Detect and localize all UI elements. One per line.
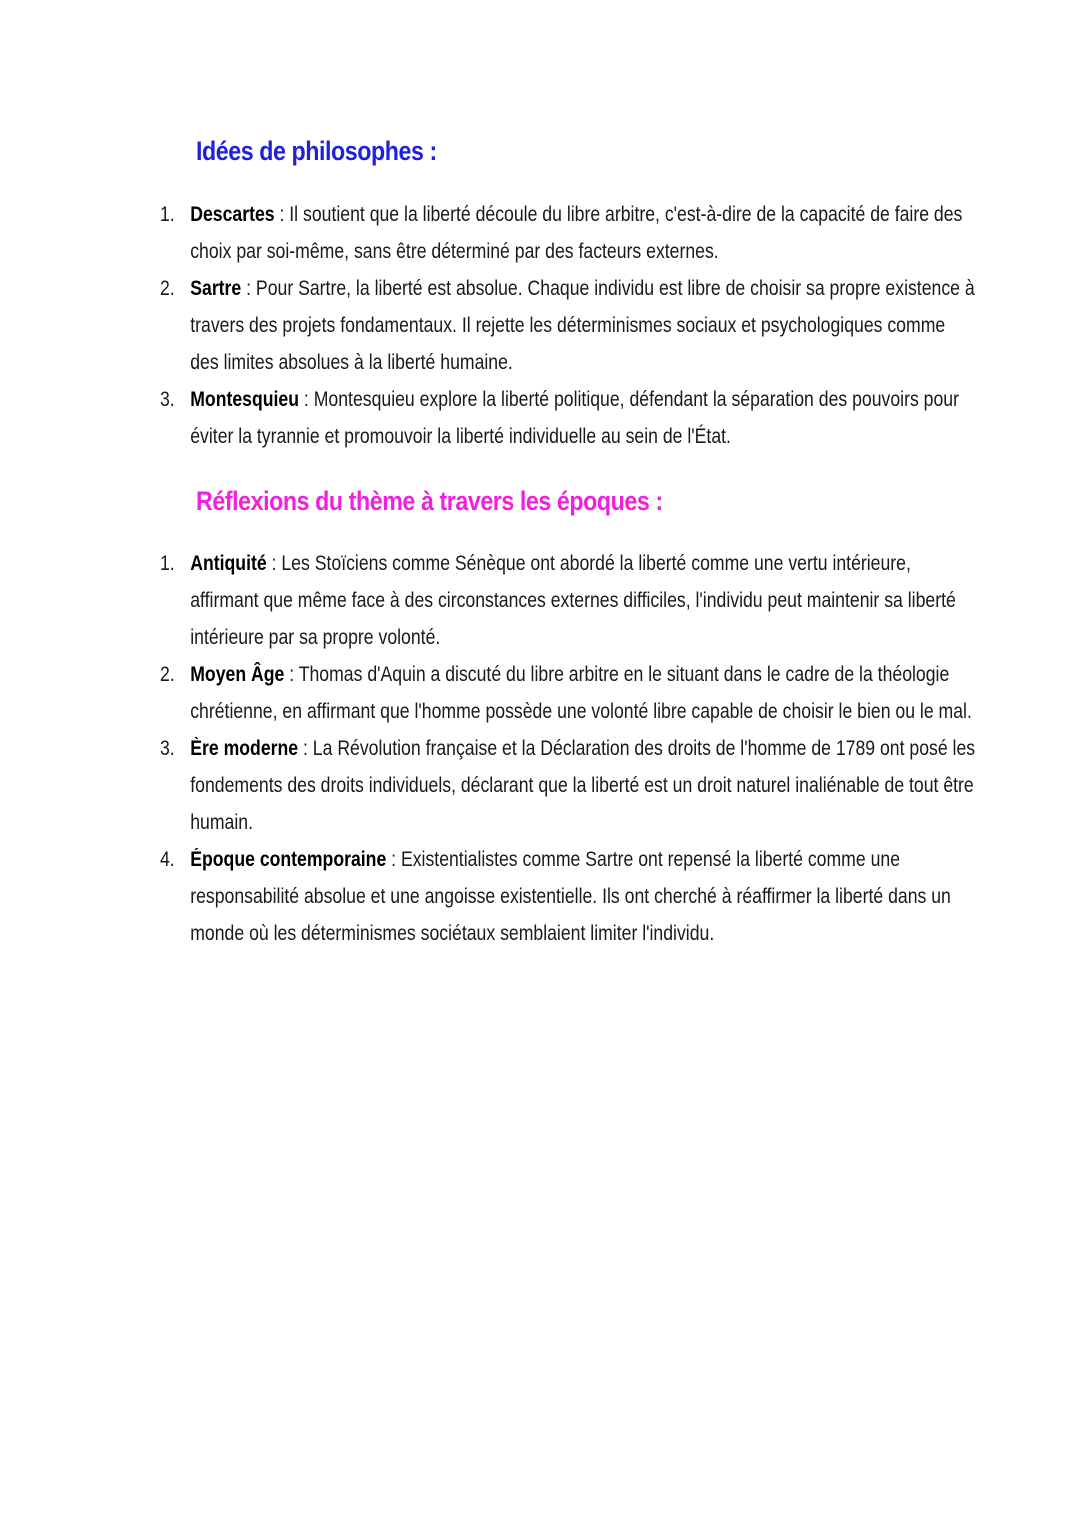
list-item bbox=[160, 270, 976, 381]
heading-philosophers: Idées de philosophes : bbox=[196, 136, 437, 166]
item-term: Ère moderne bbox=[190, 737, 299, 760]
item-term: Époque contemporaine bbox=[190, 848, 387, 871]
list-item bbox=[160, 730, 976, 841]
philosophers-list bbox=[160, 196, 975, 455]
item-term: Descartes bbox=[190, 203, 275, 226]
item-number: 3. bbox=[160, 388, 175, 411]
item-number: 1. bbox=[160, 552, 175, 575]
item-text: : Pour Sartre, la liberté est absolue. Chaque individu est libre de choisir sa propre existence à travers des projets fondamentaux. Il rejette les déterminismes sociaux et psychologiques comme des limites absolues à la liberté humaine. bbox=[190, 277, 975, 374]
item-number: 2. bbox=[160, 663, 175, 686]
list-item bbox=[160, 656, 976, 730]
list-item bbox=[160, 841, 976, 952]
item-text: : La Révolution française et la Déclaration des droits de l'homme de 1789 ont posé les fondements des droits individuels, déclarant que la liberté est un droit naturel inaliénable de tout être humain. bbox=[190, 737, 976, 834]
item-term: Moyen Âge bbox=[190, 663, 285, 686]
item-number: 4. bbox=[160, 848, 175, 871]
item-text: : Existentialistes comme Sartre ont repensé la liberté comme une responsabilité absolue et une angoisse existentielle. Ils ont cherché à réaffirmer la liberté dans un monde où les déterminismes sociétaux semblaient limiter l'individu. bbox=[190, 848, 951, 945]
item-term: Antiquité bbox=[190, 552, 267, 575]
list-item bbox=[160, 196, 976, 270]
list-item bbox=[160, 545, 976, 656]
item-text: : Les Stoïciens comme Sénèque ont abordé la liberté comme une vertu intérieure, affirmant que même face à des circonstances externes difficiles, l'individu peut maintenir sa liberté intérieure par sa propre volonté. bbox=[190, 552, 956, 649]
item-text: : Thomas d'Aquin a discuté du libre arbitre en le situant dans le cadre de la théologie chrétienne, en affirmant que l'homme possède une volonté libre capable de choisir le bien ou le mal. bbox=[190, 663, 972, 723]
heading-epochs: Réflexions du thème à travers les époques : bbox=[196, 486, 663, 516]
list-item bbox=[160, 381, 976, 455]
item-term: Montesquieu bbox=[190, 388, 300, 411]
epochs-list bbox=[160, 545, 976, 952]
item-number: 3. bbox=[160, 737, 175, 760]
item-text: : Montesquieu explore la liberté politique, défendant la séparation des pouvoirs pour éviter la tyrannie et promouvoir la liberté individuelle au sein de l'État. bbox=[190, 388, 959, 448]
item-number: 2. bbox=[160, 277, 175, 300]
item-text: : Il soutient que la liberté découle du libre arbitre, c'est-à-dire de la capacité de faire des choix par soi-même, sans être déterminé par des facteurs externes. bbox=[190, 203, 963, 263]
item-term: Sartre bbox=[190, 277, 242, 300]
item-number: 1. bbox=[160, 203, 175, 226]
